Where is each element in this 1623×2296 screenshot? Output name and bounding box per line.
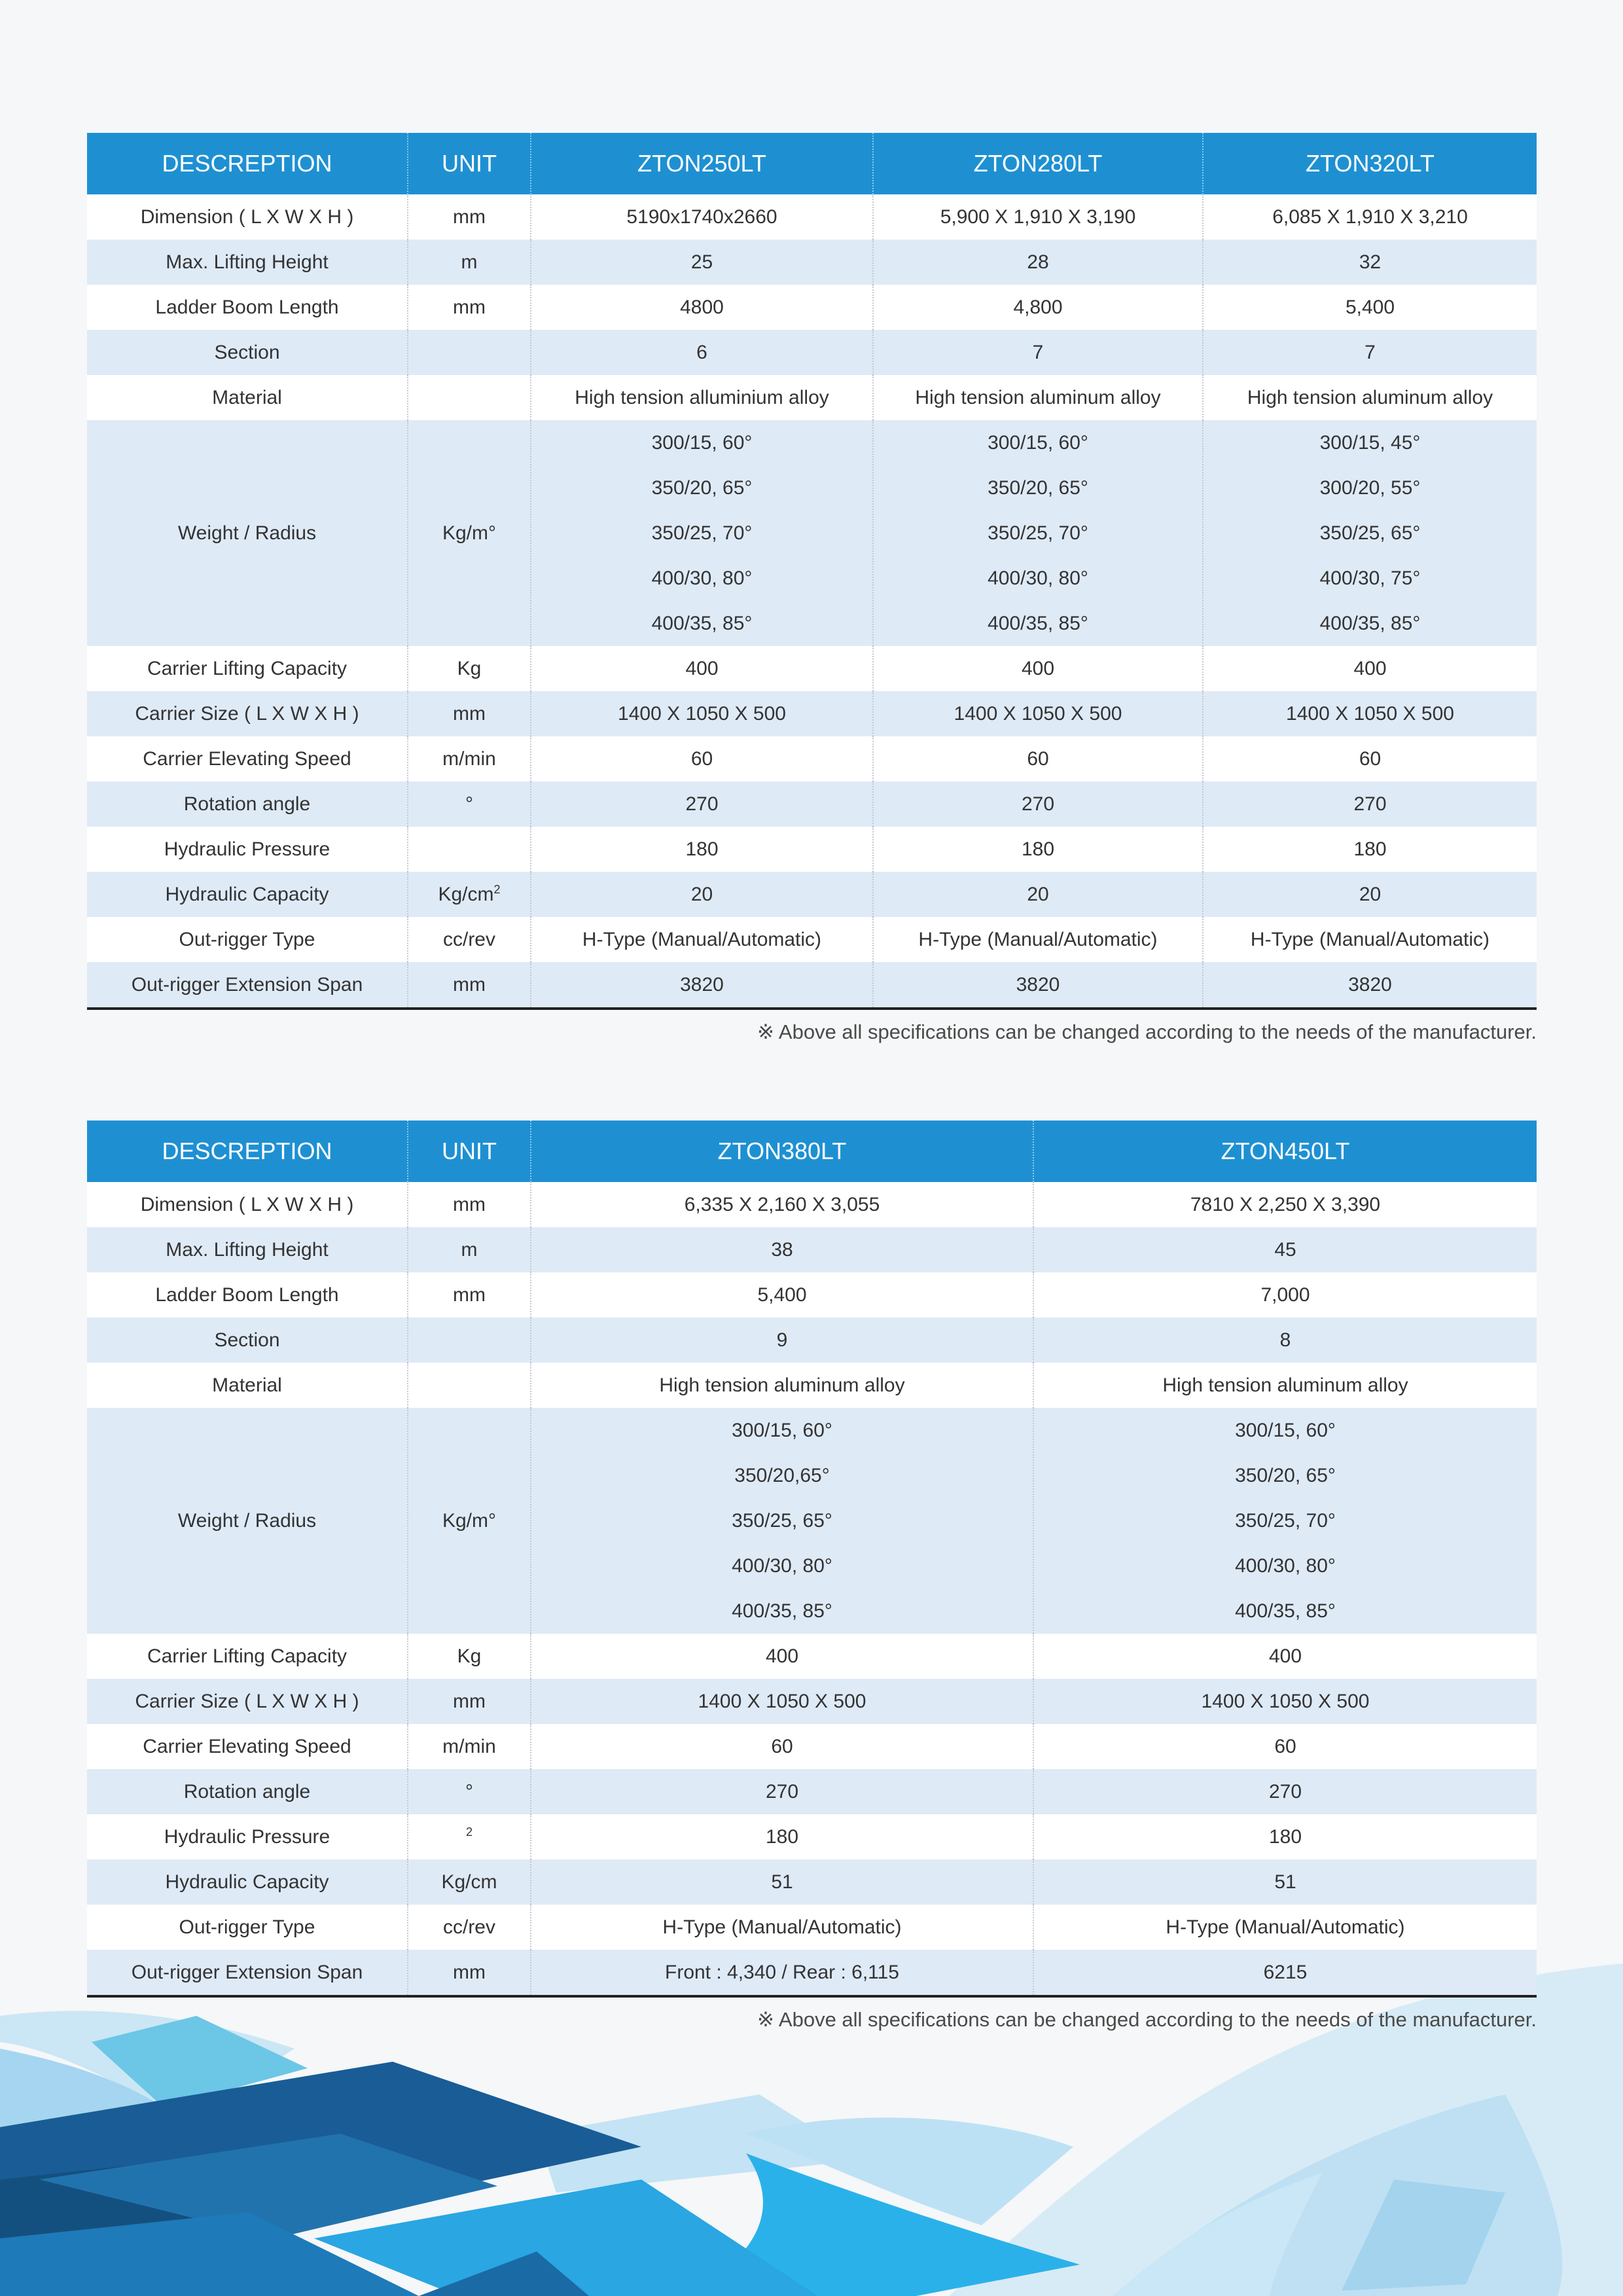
weight-radius-value: 300/15, 45° bbox=[1319, 432, 1421, 454]
column-header: UNIT bbox=[408, 1121, 531, 1182]
row-description: Carrier Elevating Speed bbox=[87, 1724, 408, 1769]
column-header: DESCREPTION bbox=[87, 133, 408, 194]
row-description: Hydraulic Capacity bbox=[87, 872, 408, 917]
table-row bbox=[87, 736, 1537, 781]
row-value: 270 bbox=[1203, 781, 1537, 827]
table-1-footnote: ※ Above all specifications can be changed according to the needs of the manufacturer. bbox=[757, 1020, 1537, 1043]
weight-radius-value: 350/25, 70° bbox=[651, 522, 753, 544]
row-value: 270 bbox=[1033, 1769, 1537, 1814]
table-row bbox=[87, 285, 1537, 330]
row-value: High tension aluminum alloy bbox=[873, 375, 1203, 420]
row-value: 51 bbox=[531, 1859, 1033, 1905]
row-description: Hydraulic Capacity bbox=[87, 1859, 408, 1905]
row-value: 28 bbox=[873, 240, 1203, 285]
weight-radius-value: 350/20, 65° bbox=[651, 477, 753, 499]
weight-radius-value: 400/30, 80° bbox=[988, 567, 1088, 589]
table-row bbox=[87, 646, 1537, 691]
unit-text: m bbox=[461, 1238, 478, 1261]
row-value: 270 bbox=[531, 1769, 1033, 1814]
row-value: H-Type (Manual/Automatic) bbox=[1203, 917, 1537, 962]
row-description: Weight / Radius bbox=[87, 1408, 408, 1634]
unit-text: cc/rev bbox=[442, 928, 495, 950]
row-description: Out-rigger Type bbox=[87, 917, 408, 962]
unit-text: mm bbox=[453, 1961, 486, 1983]
unit-superscript: 2 bbox=[465, 1825, 473, 1839]
table-row bbox=[87, 1859, 1537, 1905]
unit-text: Kg bbox=[457, 1645, 482, 1667]
unit-text: m/min bbox=[442, 1735, 496, 1757]
weight-radius-value: 300/15, 60° bbox=[1235, 1420, 1336, 1441]
table-row bbox=[87, 962, 1537, 1009]
unit-text: mm bbox=[453, 973, 486, 996]
table-row bbox=[87, 691, 1537, 736]
row-value: 4800 bbox=[531, 285, 873, 330]
row-unit bbox=[408, 1769, 531, 1814]
spec-table-2-section bbox=[87, 1121, 1537, 2032]
unit-text: m/min bbox=[442, 747, 496, 770]
row-unit bbox=[408, 962, 531, 1009]
row-unit bbox=[408, 1634, 531, 1679]
row-description: Material bbox=[87, 1363, 408, 1408]
row-value: H-Type (Manual/Automatic) bbox=[531, 1905, 1033, 1950]
row-description: Dimension ( L X W X H ) bbox=[87, 1182, 408, 1227]
row-value: 6,335 X 2,160 X 3,055 bbox=[531, 1182, 1033, 1227]
row-value: 45 bbox=[1033, 1227, 1537, 1272]
weight-radius-value: 400/30, 80° bbox=[732, 1555, 832, 1577]
row-unit bbox=[408, 691, 531, 736]
table-row bbox=[87, 420, 1537, 646]
row-value: 1400 X 1050 X 500 bbox=[1033, 1679, 1537, 1724]
table-row bbox=[87, 872, 1537, 917]
column-header: UNIT bbox=[408, 133, 531, 194]
row-value: 38 bbox=[531, 1227, 1033, 1272]
weight-radius-value: 400/35, 85° bbox=[651, 613, 753, 634]
unit-text: Kg/cm bbox=[441, 1871, 497, 1893]
row-description: Carrier Elevating Speed bbox=[87, 736, 408, 781]
row-value: H-Type (Manual/Automatic) bbox=[873, 917, 1203, 962]
weight-radius-value: 300/15, 60° bbox=[651, 432, 753, 454]
row-description: Max. Lifting Height bbox=[87, 1227, 408, 1272]
table-row bbox=[87, 1363, 1537, 1408]
row-description: Carrier Size ( L X W X H ) bbox=[87, 691, 408, 736]
row-unit bbox=[408, 330, 531, 375]
row-value: 32 bbox=[1203, 240, 1537, 285]
weight-radius-value: 400/30, 80° bbox=[1235, 1555, 1336, 1577]
table-row bbox=[87, 240, 1537, 285]
weight-radius-value: 400/35, 85° bbox=[1235, 1600, 1336, 1622]
row-value: 7 bbox=[873, 330, 1203, 375]
table-row bbox=[87, 330, 1537, 375]
row-value bbox=[531, 1408, 1033, 1634]
weight-radius-value: 400/35, 85° bbox=[988, 613, 1088, 634]
row-unit bbox=[408, 781, 531, 827]
table-row bbox=[87, 194, 1537, 240]
unit-text: mm bbox=[453, 296, 486, 318]
row-value: 5,900 X 1,910 X 3,190 bbox=[873, 194, 1203, 240]
unit-text: Kg/m° bbox=[442, 1509, 497, 1532]
row-description: Rotation angle bbox=[87, 781, 408, 827]
row-unit bbox=[408, 240, 531, 285]
unit-text: ° bbox=[465, 1780, 473, 1803]
row-value: 25 bbox=[531, 240, 873, 285]
row-value: 4,800 bbox=[873, 285, 1203, 330]
row-value: 20 bbox=[1203, 872, 1537, 917]
unit-text: Kg/m° bbox=[442, 522, 497, 544]
unit-text: mm bbox=[453, 206, 486, 228]
weight-radius-value: 350/25, 70° bbox=[1235, 1510, 1336, 1532]
row-value: 6,085 X 1,910 X 3,210 bbox=[1203, 194, 1537, 240]
row-value: 60 bbox=[531, 1724, 1033, 1769]
row-unit bbox=[408, 1679, 531, 1724]
table-row bbox=[87, 1272, 1537, 1318]
table-row bbox=[87, 1408, 1537, 1634]
weight-radius-value: 350/25, 65° bbox=[732, 1510, 832, 1532]
weight-radius-value: 300/15, 60° bbox=[988, 432, 1088, 454]
spec-table-1-section bbox=[87, 133, 1537, 1044]
unit-text: ° bbox=[465, 793, 473, 815]
row-unit bbox=[408, 1905, 531, 1950]
row-value: 1400 X 1050 X 500 bbox=[531, 1679, 1033, 1724]
weight-radius-value: 400/30, 75° bbox=[1319, 567, 1421, 589]
row-value: H-Type (Manual/Automatic) bbox=[531, 917, 873, 962]
row-value: 20 bbox=[531, 872, 873, 917]
row-value: 20 bbox=[873, 872, 1203, 917]
row-description: Material bbox=[87, 375, 408, 420]
row-unit bbox=[408, 1950, 531, 1996]
weight-radius-value: 300/15, 60° bbox=[732, 1420, 832, 1441]
row-value: 60 bbox=[531, 736, 873, 781]
weight-radius-value: 350/20,65° bbox=[734, 1465, 830, 1486]
row-value: 6215 bbox=[1033, 1950, 1537, 1996]
row-description: Max. Lifting Height bbox=[87, 240, 408, 285]
table-row bbox=[87, 1814, 1537, 1859]
unit-text: Kg/cm bbox=[438, 883, 494, 905]
row-unit bbox=[408, 285, 531, 330]
unit-text: mm bbox=[453, 1193, 486, 1215]
row-value: 60 bbox=[1033, 1724, 1537, 1769]
row-unit bbox=[408, 646, 531, 691]
row-description: Out-rigger Type bbox=[87, 1905, 408, 1950]
table-row bbox=[87, 375, 1537, 420]
row-value: 7,000 bbox=[1033, 1272, 1537, 1318]
weight-radius-value: 300/20, 55° bbox=[1319, 477, 1421, 499]
row-value: 5190x1740x2660 bbox=[531, 194, 873, 240]
table-row bbox=[87, 781, 1537, 827]
row-value: 180 bbox=[1203, 827, 1537, 872]
column-header: DESCREPTION bbox=[87, 1121, 408, 1182]
column-header: ZTON320LT bbox=[1203, 133, 1537, 194]
weight-radius-value: 350/25, 70° bbox=[988, 522, 1088, 544]
row-value: 270 bbox=[531, 781, 873, 827]
row-value: High tension alluminium alloy bbox=[531, 375, 873, 420]
row-value: 400 bbox=[873, 646, 1203, 691]
column-header: ZTON380LT bbox=[531, 1121, 1033, 1182]
row-unit bbox=[408, 1363, 531, 1408]
row-value: Front : 4,340 / Rear : 6,115 bbox=[531, 1950, 1033, 1996]
table-row bbox=[87, 1724, 1537, 1769]
row-value: High tension aluminum alloy bbox=[1203, 375, 1537, 420]
weight-radius-value: 400/35, 85° bbox=[1319, 613, 1421, 634]
row-value: 8 bbox=[1033, 1318, 1537, 1363]
table-row bbox=[87, 917, 1537, 962]
row-value bbox=[1203, 420, 1537, 646]
row-value bbox=[1033, 1408, 1537, 1634]
row-value: High tension aluminum alloy bbox=[531, 1363, 1033, 1408]
table-row bbox=[87, 1634, 1537, 1679]
table-row bbox=[87, 1950, 1537, 1996]
weight-radius-value: 350/25, 65° bbox=[1319, 522, 1421, 544]
table-row bbox=[87, 1905, 1537, 1950]
table-row bbox=[87, 1769, 1537, 1814]
row-value: 51 bbox=[1033, 1859, 1537, 1905]
row-value: 400 bbox=[531, 646, 873, 691]
unit-text: mm bbox=[453, 702, 486, 725]
row-value: 7810 X 2,250 X 3,390 bbox=[1033, 1182, 1537, 1227]
spec-table-2 bbox=[87, 1121, 1537, 1998]
row-unit bbox=[408, 1408, 531, 1634]
row-description: Hydraulic Pressure bbox=[87, 827, 408, 872]
row-unit bbox=[408, 1227, 531, 1272]
unit-text: cc/rev bbox=[442, 1916, 495, 1938]
row-unit bbox=[408, 1272, 531, 1318]
row-value: 60 bbox=[873, 736, 1203, 781]
row-unit bbox=[408, 1724, 531, 1769]
row-value: 400 bbox=[531, 1634, 1033, 1679]
row-description: Out-rigger Extension Span bbox=[87, 962, 408, 1009]
row-value: 1400 X 1050 X 500 bbox=[1203, 691, 1537, 736]
row-value: 3820 bbox=[873, 962, 1203, 1009]
row-value: 5,400 bbox=[531, 1272, 1033, 1318]
spec-table-1 bbox=[87, 133, 1537, 1010]
row-description: Hydraulic Pressure bbox=[87, 1814, 408, 1859]
table-row bbox=[87, 827, 1537, 872]
unit-text: mm bbox=[453, 1690, 486, 1712]
row-value: H-Type (Manual/Automatic) bbox=[1033, 1905, 1537, 1950]
column-header: ZTON250LT bbox=[531, 133, 873, 194]
column-header: ZTON280LT bbox=[873, 133, 1203, 194]
table-header-row bbox=[87, 1121, 1537, 1182]
row-value: 180 bbox=[1033, 1814, 1537, 1859]
row-unit bbox=[408, 420, 531, 646]
unit-text: mm bbox=[453, 1283, 486, 1306]
table-header-row bbox=[87, 133, 1537, 194]
row-value: 7 bbox=[1203, 330, 1537, 375]
row-description: Rotation angle bbox=[87, 1769, 408, 1814]
row-value: High tension aluminum alloy bbox=[1033, 1363, 1537, 1408]
row-value: 400 bbox=[1033, 1634, 1537, 1679]
row-unit bbox=[408, 917, 531, 962]
row-description: Section bbox=[87, 1318, 408, 1363]
row-description: Ladder Boom Length bbox=[87, 1272, 408, 1318]
row-value: 3820 bbox=[1203, 962, 1537, 1009]
row-unit bbox=[408, 375, 531, 420]
table-row bbox=[87, 1182, 1537, 1227]
row-unit bbox=[408, 736, 531, 781]
weight-radius-value: 400/30, 80° bbox=[651, 567, 753, 589]
row-unit bbox=[408, 194, 531, 240]
table-row bbox=[87, 1227, 1537, 1272]
row-description: Carrier Lifting Capacity bbox=[87, 646, 408, 691]
unit-superscript: 2 bbox=[493, 882, 501, 896]
row-value bbox=[531, 420, 873, 646]
row-value: 180 bbox=[531, 1814, 1033, 1859]
row-value: 180 bbox=[873, 827, 1203, 872]
row-description: Carrier Lifting Capacity bbox=[87, 1634, 408, 1679]
row-value: 6 bbox=[531, 330, 873, 375]
row-unit bbox=[408, 827, 531, 872]
row-description: Section bbox=[87, 330, 408, 375]
weight-radius-value: 350/20, 65° bbox=[1235, 1465, 1336, 1486]
row-unit bbox=[408, 872, 531, 917]
weight-radius-value: 350/20, 65° bbox=[988, 477, 1088, 499]
table-row bbox=[87, 1679, 1537, 1724]
weight-radius-value: 400/35, 85° bbox=[732, 1600, 832, 1622]
unit-text: Kg bbox=[457, 657, 482, 679]
row-description: Weight / Radius bbox=[87, 420, 408, 646]
row-value: 180 bbox=[531, 827, 873, 872]
row-description: Carrier Size ( L X W X H ) bbox=[87, 1679, 408, 1724]
table-2-footnote: ※ Above all specifications can be changed according to the needs of the manufacturer. bbox=[757, 2008, 1537, 2031]
row-value: 5,400 bbox=[1203, 285, 1537, 330]
unit-text: m bbox=[461, 251, 478, 273]
row-unit bbox=[408, 1182, 531, 1227]
row-description: Out-rigger Extension Span bbox=[87, 1950, 408, 1996]
column-header: ZTON450LT bbox=[1033, 1121, 1537, 1182]
row-value: 9 bbox=[531, 1318, 1033, 1363]
row-description: Dimension ( L X W X H ) bbox=[87, 194, 408, 240]
row-value: 270 bbox=[873, 781, 1203, 827]
row-unit bbox=[408, 1859, 531, 1905]
row-value bbox=[873, 420, 1203, 646]
row-value: 1400 X 1050 X 500 bbox=[531, 691, 873, 736]
table-row bbox=[87, 1318, 1537, 1363]
row-unit bbox=[408, 1814, 531, 1859]
row-value: 3820 bbox=[531, 962, 873, 1009]
row-unit bbox=[408, 1318, 531, 1363]
row-value: 400 bbox=[1203, 646, 1537, 691]
row-description: Ladder Boom Length bbox=[87, 285, 408, 330]
row-value: 60 bbox=[1203, 736, 1537, 781]
row-value: 1400 X 1050 X 500 bbox=[873, 691, 1203, 736]
